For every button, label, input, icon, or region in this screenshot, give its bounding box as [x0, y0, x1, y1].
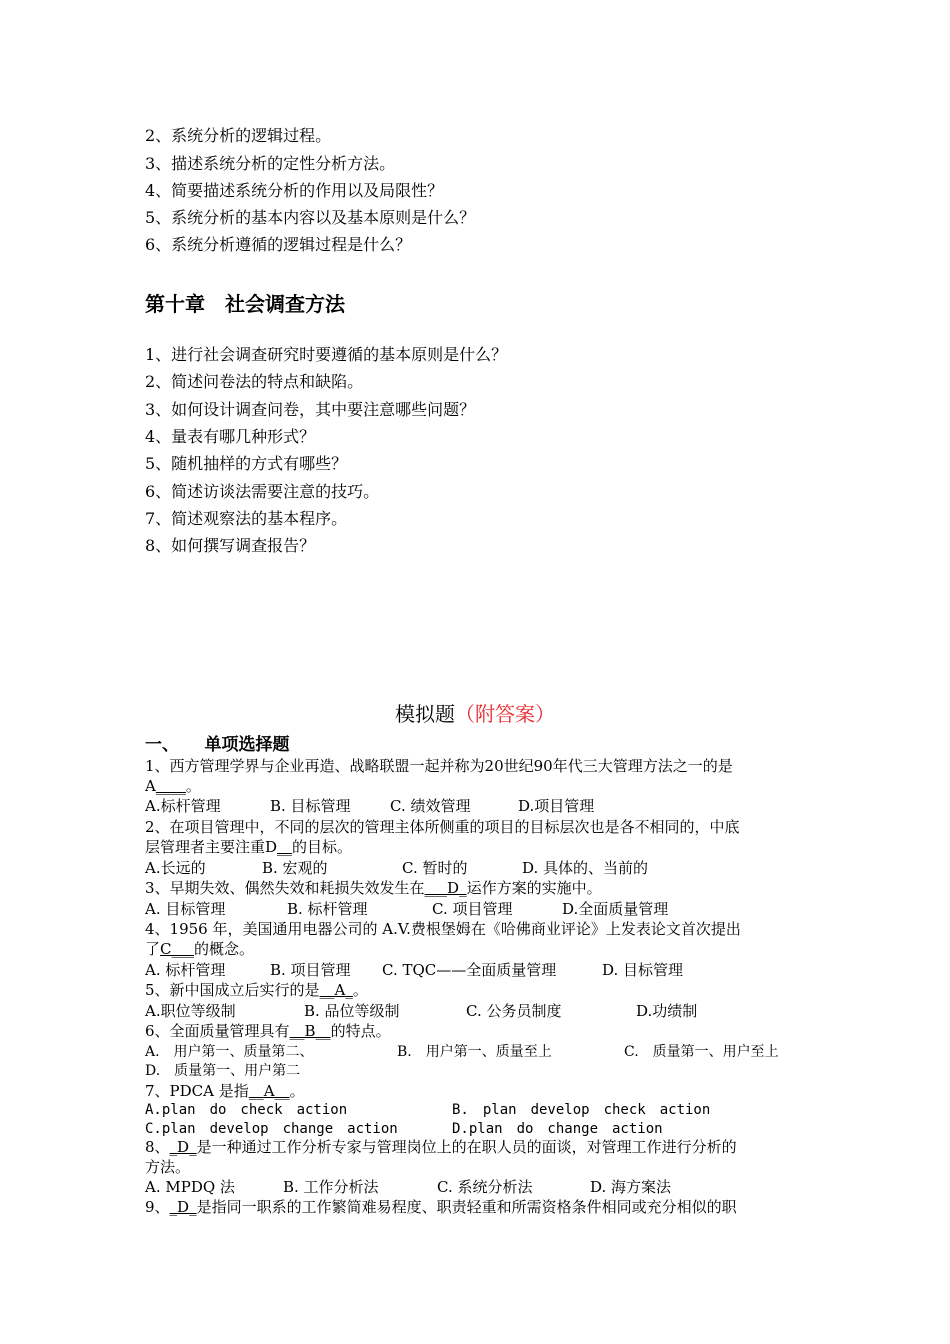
q5-text	[145, 981, 368, 1000]
q6-option-a: A. 用户第一、质量第二、	[145, 1044, 314, 1060]
q2-text: 2、在项目管理中，不同的层次的管理主体所侧重的项目的目标层次也是各不相同的，中底	[145, 818, 740, 836]
q7-answer: A	[263, 1082, 275, 1100]
q3-option-a: A. 目标管理	[145, 900, 226, 918]
q8-text-line2: 方法。	[145, 1158, 191, 1176]
q7-text-pre: 7、PDCA 是指	[145, 1082, 249, 1100]
q8-answer: D	[177, 1138, 190, 1156]
q8-blank-left: _	[169, 1138, 178, 1156]
q7-blank	[249, 1082, 290, 1100]
q8-option-c: C. 系统分析法	[437, 1178, 533, 1196]
q4-option-a: A. 标杆管理	[145, 961, 226, 979]
q9-blank-right: _	[189, 1198, 197, 1216]
q5-option-c: C. 公务员制度	[466, 1002, 562, 1020]
q5-blank-left: __	[319, 981, 335, 999]
q4-text-post: 的概念。	[194, 940, 255, 958]
q8-option-d: D. 海方案法	[590, 1178, 672, 1196]
q6-answer: B	[304, 1022, 316, 1040]
q4-blank	[160, 940, 194, 958]
q2-text-post: 的目标。	[292, 838, 353, 856]
chapter-heading: 第十章 社会调查方法	[145, 292, 345, 316]
chapter10-question-7: 7、简述观察法的基本程序。	[145, 509, 348, 528]
q3-text-post: 运作方案的实施中。	[466, 879, 602, 897]
q3-blank-right: _	[459, 879, 467, 897]
q5-text-post: 。	[352, 981, 368, 999]
q5-option-d: D.功绩制	[636, 1002, 698, 1020]
q5-blank	[320, 981, 353, 999]
system-question-6: 6、系统分析遵循的逻辑过程是什么？	[145, 235, 412, 254]
q8-option-a: A. MPDQ 法	[145, 1178, 235, 1196]
q1-blank: ____	[155, 777, 186, 795]
q8-blank-right: _	[189, 1138, 197, 1156]
q6-blank-left: __	[289, 1022, 305, 1040]
q4-text-pre: 了	[145, 940, 161, 958]
q8-text-pre: 8、	[145, 1138, 170, 1156]
q2-answer: D	[265, 838, 278, 856]
q9-text	[145, 1198, 737, 1217]
q7-option-c: C.plan develop change action	[145, 1121, 398, 1137]
q4-text: 4、1956 年，美国通用电器公司的 A.V.费根堡姆在《哈佛商业评论》上发表论文首次提出	[145, 920, 741, 938]
q9-text-post: 是指同一职系的工作繁简难易程度、职责轻重和所需资格条件相同或充分相似的职	[196, 1198, 737, 1216]
q6-option-d: D. 质量第一、用户第二	[145, 1063, 301, 1079]
q3-text	[145, 879, 602, 898]
q6-blank-right: __	[315, 1022, 331, 1040]
chapter10-question-4: 4、量表有哪几种形式？	[145, 427, 316, 446]
q3-option-b: B. 标杆管理	[287, 900, 368, 918]
q4-option-b: B. 项目管理	[270, 961, 351, 979]
q6-text-post: 的特点。	[330, 1022, 391, 1040]
chapter10-question-6: 6、简述访谈法需要注意的技巧。	[145, 482, 380, 501]
exam-title	[0, 698, 950, 727]
q8-blank	[170, 1138, 197, 1156]
q7-option-d: D.plan do change action	[452, 1121, 663, 1137]
q3-option-c: C. 项目管理	[432, 900, 513, 918]
q6-blank	[290, 1022, 331, 1040]
chapter10-question-8: 8、如何撰写调查报告？	[145, 536, 316, 555]
q3-blank-left: ___	[424, 879, 448, 897]
exam-title-text: 模拟题	[395, 702, 455, 726]
q4-answer: C	[160, 940, 172, 958]
system-question-2: 2、系统分析的逻辑过程。	[145, 126, 332, 145]
q3-blank	[425, 879, 467, 897]
q7-blank-right: __	[274, 1082, 290, 1100]
q6-option-b: B. 用户第一、质量至上	[397, 1044, 552, 1060]
q8-text-post: 是一种通过工作分析专家与管理岗位上的在职人员的面谈，对管理工作进行分析的	[196, 1138, 737, 1156]
q9-blank-left: _	[169, 1198, 178, 1216]
q6-option-c: C. 质量第一、用户至上	[624, 1044, 779, 1060]
q3-answer: D	[447, 879, 460, 897]
system-question-4: 4、简要描述系统分析的作用以及局限性？	[145, 181, 444, 200]
q8-text	[145, 1138, 737, 1157]
q1-text: 1、西方管理学界与企业再造、战略联盟一起并称为20世纪90年代三大管理方法之一的是	[145, 757, 733, 775]
q9-blank	[170, 1198, 197, 1216]
q4-blank-fill: ___	[171, 940, 194, 958]
q1-option-d: D.项目管理	[518, 797, 595, 815]
q7-option-a: A.plan do check action	[145, 1102, 348, 1118]
q1-answer-line	[145, 777, 201, 796]
q4-answer-line	[145, 940, 254, 959]
q2-option-d: D. 具体的、当前的	[522, 859, 649, 877]
q8-option-b: B. 工作分析法	[283, 1178, 379, 1196]
q1-option-b: B. 目标管理	[270, 797, 351, 815]
q3-text-pre: 3、早期失效、偶然失效和耗损失效发生在	[145, 879, 425, 897]
q7-text	[145, 1082, 305, 1101]
q5-answer: A	[334, 981, 346, 999]
q1-answer: A	[145, 777, 156, 795]
q2-blank: __	[277, 838, 293, 856]
q9-answer: D	[177, 1198, 190, 1216]
q1-option-a: A.标杆管理	[145, 797, 221, 815]
q5-blank-right: _	[345, 981, 353, 999]
chapter10-question-5: 5、随机抽样的方式有哪些？	[145, 454, 348, 473]
q2-answer-line	[145, 838, 352, 857]
exam-title-note: （附答案）	[455, 702, 555, 726]
q3-option-d: D.全面质量管理	[562, 900, 669, 918]
chapter10-question-3: 3、如何设计调查问卷，其中要注意哪些问题？	[145, 400, 476, 419]
q5-option-b: B. 品位等级制	[304, 1002, 400, 1020]
q5-option-a: A.职位等级制	[145, 1002, 236, 1020]
q9-text-pre: 9、	[145, 1198, 170, 1216]
q7-blank-left: __	[248, 1082, 264, 1100]
q7-text-post: 。	[289, 1082, 305, 1100]
q1-option-c: C. 绩效管理	[390, 797, 471, 815]
q7-option-b: B. plan develop check action	[452, 1102, 711, 1118]
q1-end: 。	[185, 777, 201, 795]
q2-option-a: A.长远的	[145, 859, 206, 877]
system-question-3: 3、描述系统分析的定性分析方法。	[145, 154, 396, 173]
section-heading: 一、 单项选择题	[145, 735, 290, 755]
q5-text-pre: 5、新中国成立后实行的是	[145, 981, 320, 999]
q2-option-b: B. 宏观的	[262, 859, 328, 877]
chapter10-question-2: 2、简述问卷法的特点和缺陷。	[145, 372, 364, 391]
q4-option-d: D. 目标管理	[602, 961, 684, 979]
q4-option-c: C. TQC——全面质量管理	[382, 961, 557, 979]
q2-text-pre: 层管理者主要注重	[145, 838, 266, 856]
q2-option-c: C. 暂时的	[402, 859, 468, 877]
q6-text	[145, 1022, 391, 1041]
q6-text-pre: 6、全面质量管理具有	[145, 1022, 290, 1040]
system-question-5: 5、系统分析的基本内容以及基本原则是什么？	[145, 208, 476, 227]
chapter10-question-1: 1、进行社会调查研究时要遵循的基本原则是什么？	[145, 345, 508, 364]
